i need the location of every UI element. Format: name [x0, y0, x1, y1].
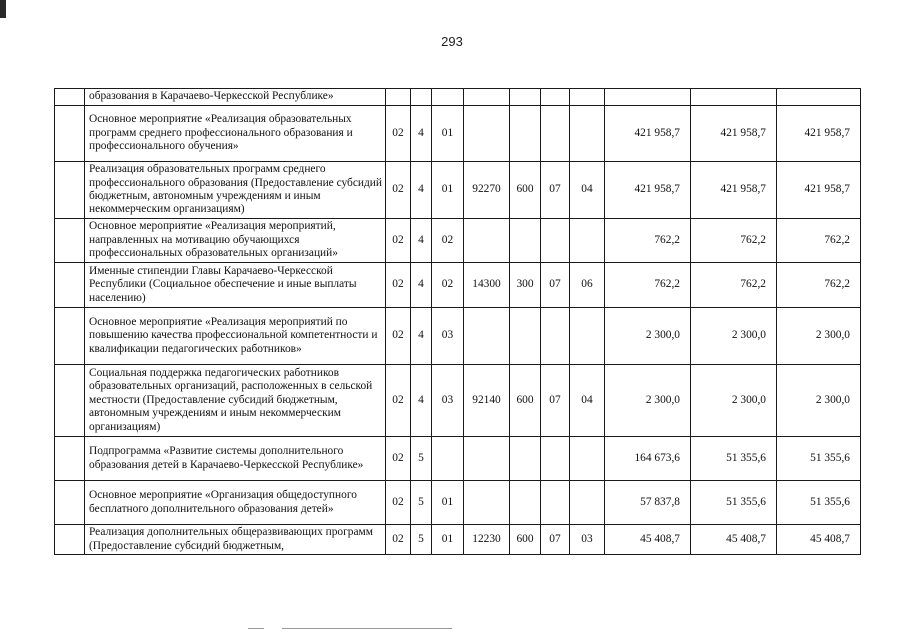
amount-year-1-cell: 421 958,7: [605, 106, 691, 162]
section-cell: [541, 481, 570, 525]
amount-year-1-cell: 762,2: [605, 219, 691, 263]
section-cell: 07: [541, 263, 570, 308]
row-name-cell: Основное мероприятие «Реализация мероприятий по повышению качества профессиональной компетентности и квалификации педагогических работников»: [85, 308, 386, 365]
subsection-cell: [570, 308, 605, 365]
blank-margin-cell: [55, 437, 85, 481]
row-name-cell: Основное мероприятие «Организация общедоступного бесплатного дополнительного образования детей»: [85, 481, 386, 525]
program-code-cell: 02: [386, 365, 411, 437]
direction-code-cell: 92270: [464, 162, 510, 219]
blank-margin-cell: [55, 219, 85, 263]
amount-year-1-cell: 2 300,0: [605, 365, 691, 437]
subprogram-code-cell: 5: [411, 525, 432, 555]
expense-type-cell: [510, 437, 541, 481]
amount-year-2-cell: 45 408,7: [691, 525, 777, 555]
amount-year-3-cell: 762,2: [777, 219, 861, 263]
section-cell: [541, 219, 570, 263]
event-code-cell: 01: [432, 481, 464, 525]
amount-year-3-cell: 421 958,7: [777, 106, 861, 162]
event-code-cell: 03: [432, 365, 464, 437]
event-code-cell: 01: [432, 162, 464, 219]
expense-type-cell: [510, 89, 541, 106]
blank-margin-cell: [55, 365, 85, 437]
expense-type-cell: 600: [510, 525, 541, 555]
event-code-cell: 01: [432, 106, 464, 162]
expense-type-cell: 300: [510, 263, 541, 308]
event-code-cell: [432, 89, 464, 106]
subsection-cell: [570, 437, 605, 481]
blank-margin-cell: [55, 308, 85, 365]
blank-margin-cell: [55, 162, 85, 219]
subsection-cell: [570, 106, 605, 162]
amount-year-1-cell: 164 673,6: [605, 437, 691, 481]
amount-year-1-cell: 2 300,0: [605, 308, 691, 365]
amount-year-2-cell: 762,2: [691, 219, 777, 263]
amount-year-3-cell: 51 355,6: [777, 437, 861, 481]
direction-code-cell: [464, 89, 510, 106]
program-code-cell: 02: [386, 308, 411, 365]
scan-edge-mark: [0, 0, 6, 18]
direction-code-cell: [464, 308, 510, 365]
event-code-cell: 02: [432, 263, 464, 308]
expense-type-cell: 600: [510, 162, 541, 219]
budget-table: [54, 88, 861, 555]
program-code-cell: 02: [386, 481, 411, 525]
subprogram-code-cell: 4: [411, 263, 432, 308]
program-code-cell: 02: [386, 219, 411, 263]
amount-year-1-cell: 421 958,7: [605, 162, 691, 219]
section-cell: 07: [541, 365, 570, 437]
scan-artifact-line: [282, 628, 452, 629]
table-row: [55, 525, 861, 555]
event-code-cell: 01: [432, 525, 464, 555]
subsection-cell: [570, 219, 605, 263]
blank-margin-cell: [55, 106, 85, 162]
blank-margin-cell: [55, 525, 85, 555]
table-row: [55, 219, 861, 263]
amount-year-2-cell: 51 355,6: [691, 481, 777, 525]
amount-year-2-cell: 2 300,0: [691, 365, 777, 437]
direction-code-cell: 92140: [464, 365, 510, 437]
subsection-cell: 03: [570, 525, 605, 555]
subsection-cell: 06: [570, 263, 605, 308]
event-code-cell: [432, 437, 464, 481]
subsection-cell: 04: [570, 162, 605, 219]
program-code-cell: 02: [386, 162, 411, 219]
expense-type-cell: 600: [510, 365, 541, 437]
program-code-cell: 02: [386, 437, 411, 481]
amount-year-3-cell: 762,2: [777, 263, 861, 308]
table-row: [55, 263, 861, 308]
event-code-cell: 03: [432, 308, 464, 365]
program-code-cell: [386, 89, 411, 106]
event-code-cell: 02: [432, 219, 464, 263]
amount-year-3-cell: 421 958,7: [777, 162, 861, 219]
section-cell: [541, 106, 570, 162]
table-body: [55, 89, 861, 555]
subprogram-code-cell: 4: [411, 365, 432, 437]
amount-year-3-cell: 51 355,6: [777, 481, 861, 525]
table-row: [55, 308, 861, 365]
amount-year-2-cell: 2 300,0: [691, 308, 777, 365]
subsection-cell: [570, 89, 605, 106]
amount-year-1-cell: 45 408,7: [605, 525, 691, 555]
amount-year-3-cell: 2 300,0: [777, 308, 861, 365]
program-code-cell: 02: [386, 263, 411, 308]
amount-year-2-cell: 762,2: [691, 263, 777, 308]
expense-type-cell: [510, 106, 541, 162]
expense-type-cell: [510, 219, 541, 263]
row-name-cell: Подпрограмма «Развитие системы дополнительного образования детей в Карачаево-Черкесской Республике»: [85, 437, 386, 481]
blank-margin-cell: [55, 263, 85, 308]
blank-margin-cell: [55, 89, 85, 106]
table-row: [55, 365, 861, 437]
direction-code-cell: [464, 437, 510, 481]
program-code-cell: 02: [386, 525, 411, 555]
amount-year-2-cell: 421 958,7: [691, 162, 777, 219]
table-row: [55, 106, 861, 162]
subprogram-code-cell: [411, 89, 432, 106]
table-row: [55, 89, 861, 106]
amount-year-2-cell: 51 355,6: [691, 437, 777, 481]
amount-year-1-cell: 57 837,8: [605, 481, 691, 525]
subsection-cell: 04: [570, 365, 605, 437]
program-code-cell: 02: [386, 106, 411, 162]
amount-year-3-cell: [777, 89, 861, 106]
direction-code-cell: [464, 106, 510, 162]
amount-year-3-cell: 45 408,7: [777, 525, 861, 555]
section-cell: [541, 89, 570, 106]
page-number: 293: [441, 34, 463, 49]
amount-year-1-cell: 762,2: [605, 263, 691, 308]
subprogram-code-cell: 4: [411, 162, 432, 219]
amount-year-1-cell: [605, 89, 691, 106]
direction-code-cell: [464, 481, 510, 525]
row-name-cell: Именные стипендии Главы Карачаево-Черкесской Республики (Социальное обеспечение и иные выплаты населению): [85, 263, 386, 308]
direction-code-cell: 12230: [464, 525, 510, 555]
section-cell: 07: [541, 525, 570, 555]
subsection-cell: [570, 481, 605, 525]
amount-year-3-cell: 2 300,0: [777, 365, 861, 437]
subprogram-code-cell: 5: [411, 481, 432, 525]
scan-artifact-line: [248, 628, 264, 629]
table-row: [55, 481, 861, 525]
direction-code-cell: 14300: [464, 263, 510, 308]
section-cell: 07: [541, 162, 570, 219]
row-name-cell: Реализация образовательных программ среднего профессионального образования (Предоставление субсидий бюджетным, автономным учреждениям и иным некоммерческим организациям): [85, 162, 386, 219]
row-name-cell: Основное мероприятие «Реализация мероприятий, направленных на мотивацию обучающихся профессиональных образовательных организаций»: [85, 219, 386, 263]
amount-year-2-cell: 421 958,7: [691, 106, 777, 162]
table-row: [55, 162, 861, 219]
expense-type-cell: [510, 481, 541, 525]
subprogram-code-cell: 4: [411, 106, 432, 162]
section-cell: [541, 437, 570, 481]
subprogram-code-cell: 4: [411, 308, 432, 365]
amount-year-2-cell: [691, 89, 777, 106]
row-name-cell: Основное мероприятие «Реализация образовательных программ среднего профессионального образования и профессионального обучения»: [85, 106, 386, 162]
direction-code-cell: [464, 219, 510, 263]
row-name-cell: образования в Карачаево-Черкесской Республике»: [85, 89, 386, 106]
subprogram-code-cell: 5: [411, 437, 432, 481]
row-name-cell: Реализация дополнительных общеразвивающих программ (Предоставление субсидий бюджетным,: [85, 525, 386, 555]
table-row: [55, 437, 861, 481]
expense-type-cell: [510, 308, 541, 365]
blank-margin-cell: [55, 481, 85, 525]
subprogram-code-cell: 4: [411, 219, 432, 263]
row-name-cell: Социальная поддержка педагогических работников образовательных организаций, расположенных в сельской местности (Предоставление субсидий бюджетным, автономным учреждениям и иным некоммерческим организациям): [85, 365, 386, 437]
section-cell: [541, 308, 570, 365]
